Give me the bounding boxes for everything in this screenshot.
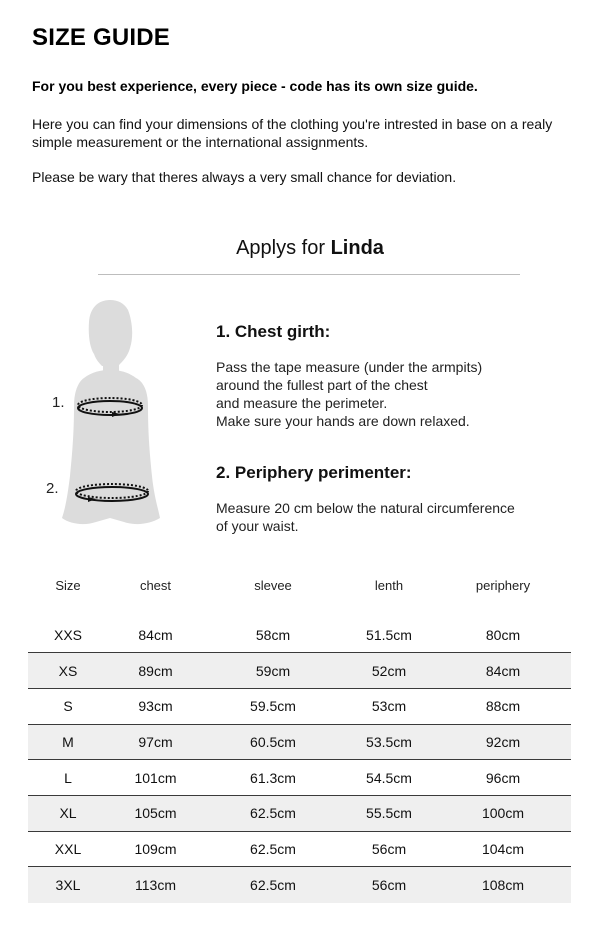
- chest-cell: 93cm: [138, 698, 173, 715]
- chest-cell: 89cm: [138, 662, 173, 679]
- size-cell: L: [64, 769, 72, 786]
- chest-marker-label: 1.: [52, 394, 65, 411]
- header-periphery: periphery: [475, 577, 531, 593]
- periphery-cell: 88cm: [485, 698, 521, 715]
- chest-cell: 109cm: [134, 840, 177, 857]
- size-table: [28, 567, 571, 903]
- table-row: [28, 831, 571, 867]
- applies-prefix: Applys for: [236, 237, 326, 259]
- size-cell: S: [63, 698, 73, 715]
- periphery-cell: 92cm: [485, 733, 521, 750]
- divider: [98, 274, 520, 275]
- table-row: [28, 724, 571, 760]
- periphery-cell: 100cm: [481, 805, 525, 822]
- chest-cell: 84cm: [138, 626, 173, 643]
- applies-heading: [0, 237, 600, 260]
- chest-cell: 105cm: [134, 805, 177, 822]
- measurement-figure: [40, 296, 180, 536]
- table-row: [28, 760, 571, 796]
- periphery-cell: 80cm: [485, 626, 521, 643]
- length-cell: 56cm: [371, 876, 407, 893]
- table-header-row: [28, 567, 571, 603]
- periphery-cell: 108cm: [481, 876, 525, 893]
- header-chest: chest: [139, 577, 172, 593]
- size-cell: XXS: [53, 626, 82, 643]
- header-length: lenth: [374, 577, 404, 593]
- sleeve-cell: 59.5cm: [250, 698, 296, 715]
- size-cell: XXL: [54, 840, 82, 857]
- deviation-note: Please be wary that theres always a very small chance for deviation.: [32, 169, 457, 185]
- product-name: Linda: [330, 237, 384, 259]
- length-cell: 52cm: [371, 662, 407, 679]
- chest-cell: 97cm: [138, 733, 173, 750]
- periphery-heading: 2. Periphery perimenter:: [216, 463, 412, 482]
- chest-girth-heading: 1. Chest girth:: [216, 322, 331, 341]
- size-cell: XL: [59, 805, 77, 822]
- page-title: SIZE GUIDE: [32, 24, 171, 51]
- length-cell: 56cm: [371, 840, 407, 857]
- sleeve-cell: 62.5cm: [250, 840, 296, 857]
- sleeve-cell: 61.3cm: [250, 769, 296, 786]
- sleeve-cell: 62.5cm: [250, 805, 296, 822]
- periphery-cell: 96cm: [485, 769, 521, 786]
- size-cell: 3XL: [55, 876, 81, 893]
- sleeve-cell: 62.5cm: [250, 876, 296, 893]
- table-row: [28, 617, 571, 653]
- length-cell: 55.5cm: [366, 805, 412, 822]
- table-row: [28, 867, 571, 903]
- length-cell: 53.5cm: [366, 733, 412, 750]
- size-cell: XS: [58, 662, 78, 679]
- length-cell: 54.5cm: [366, 769, 412, 786]
- length-cell: 53cm: [371, 698, 407, 715]
- chest-cell: 113cm: [135, 876, 176, 893]
- table-row: [28, 795, 571, 831]
- sleeve-cell: 59cm: [255, 662, 291, 679]
- table-row: [28, 688, 571, 724]
- periphery-cell: 104cm: [481, 840, 525, 857]
- sleeve-cell: 60.5cm: [250, 733, 296, 750]
- periphery-cell: 84cm: [485, 662, 521, 679]
- periphery-instructions: Measure 20 cm below the natural circumference of your waist.: [216, 500, 515, 534]
- intro-paragraph: Here you can find your dimensions of the clothing you're intrested in base on a realy simple measurement or the international assignments.: [32, 116, 553, 150]
- size-cell: M: [62, 733, 74, 750]
- header-sleeve: slevee: [254, 577, 292, 593]
- periphery-marker-label: 2.: [46, 480, 59, 497]
- lead-text: For you best experience, every piece - code has its own size guide.: [32, 78, 478, 94]
- chest-girth-instructions: Pass the tape measure (under the armpits) around the fullest part of the chest and measure the perimeter. Make sure your hands are down relaxed.: [216, 359, 483, 429]
- female-silhouette-icon: [40, 296, 180, 536]
- header-size: Size: [55, 577, 81, 593]
- length-cell: 51.5cm: [366, 626, 412, 643]
- sleeve-cell: 58cm: [255, 626, 291, 643]
- chest-cell: 101cm: [134, 769, 177, 786]
- table-row: [28, 653, 571, 689]
